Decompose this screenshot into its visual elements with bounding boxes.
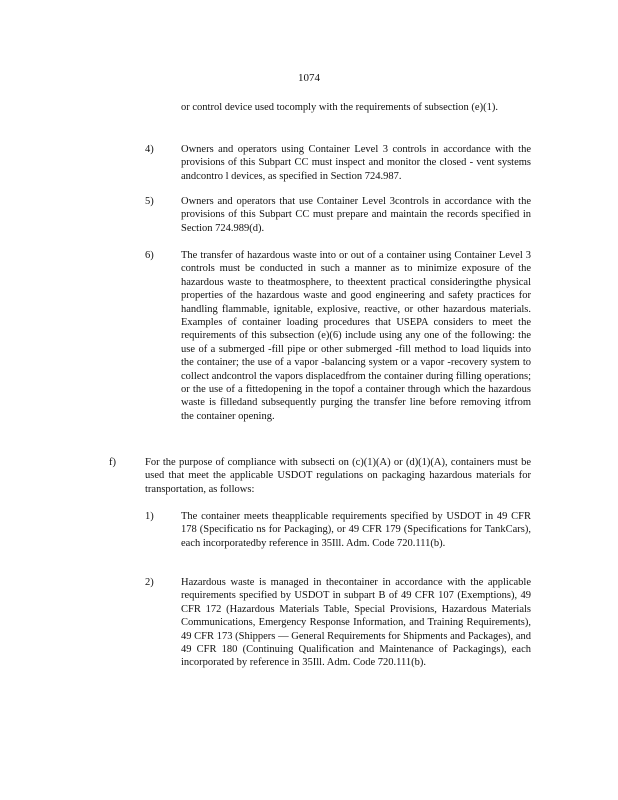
item-4-marker: 4) <box>145 144 154 155</box>
section-f-item-2-text: Hazardous waste is managed in thecontainer in accordance with the applicable requirements specified by USDOT in subpart B of 49 CFR 107 (Exemptions), 49 CFR 172 (Hazardous Materials Table, Special Provisions, Hazardous Materials Communications, Emergency Response Information, and Training Requirements), 49 CFR 173 (Shippers — General Requirements for Shipments and Packages), and 49 CFR 180 (Continuing Qualification and Maintenance of Packagings), each incorporated by reference in 35Ill. Adm. Code 720.111(b). <box>181 577 531 669</box>
item-6-marker: 6) <box>145 250 154 261</box>
section-f-marker: f) <box>109 457 116 468</box>
item-6-text: The transfer of hazardous waste into or out of a container using Container Level 3 controls must be conducted in such a manner as to minimize exposure of the hazardous waste to theatmosphere, to theextent practical consideringthe physical properties of the hazardous waste and good engineering and safety practices for handling flammable, ignitable, explosive, reactive, or other hazardous materials. Examples of container loading procedures that USEPA considers to meet the requirements of this subsection (e)(6) include using any one of the following: the use of a submerged -fill pipe or other submerged -fill method to load liquids into the container; the use of a vapor -balancing system or a vapor -recovery system to collect andcontrol the vapors displacedfrom the container during filling operations; or the use of a fittedopening in the topof a container through which the hazardous waste is filledand subsequently purging the transfer line before removing itfrom the container opening. <box>181 250 531 422</box>
section-f-item-1-text: The container meets theapplicable requirements specified by USDOT in 49 CFR 178 (Specificatio ns for Packaging), or 49 CFR 179 (Specifications for TankCars), each incorporatedby reference in 35Ill. Adm. Code 720.111(b). <box>181 511 531 549</box>
section-f-item-1-marker: 1) <box>145 511 154 522</box>
page-number: 1074 <box>298 72 320 84</box>
section-f-text: For the purpose of compliance with subsecti on (c)(1)(A) or (d)(1)(A), containers must be used that meet the applicable USDOT regulations on packaging hazardous materials for transportation, as follows: <box>145 457 531 495</box>
item-5-text: Owners and operators that use Container Level 3controls in accordance with the provisions of this Subpart CC must prepare and maintain the records specified in Section 724.989(d). <box>181 196 531 234</box>
item-4-text: Owners and operators using Container Level 3 controls in accordance with the provisions of this Subpart CC must inspect and monitor the closed - vent systems andcontro l devices, as specified in Section 724.987. <box>181 144 531 182</box>
continuation-paragraph: or control device used tocomply with the requirements of subsection (e)(1). <box>181 102 498 113</box>
item-5-marker: 5) <box>145 196 154 207</box>
section-f-item-2-marker: 2) <box>145 577 154 588</box>
